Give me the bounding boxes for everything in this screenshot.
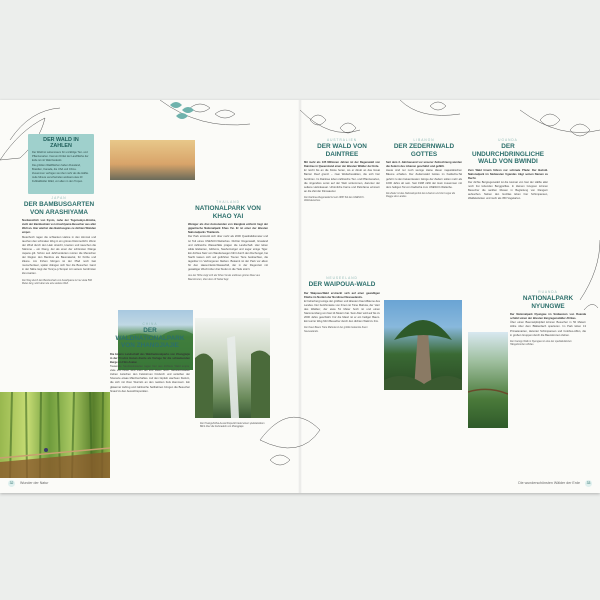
info-box-item-2: Die größten Waldflächen haben Russland, Brasilien, Kanada, die USA und China. Zusammen verfügen sie über mehr als die Hälfte. [32, 163, 89, 175]
article-body: Heute sind nur noch wenige Haine dieser majestätischen Bäume erhalten. Der Zedernwald Gottes im Kadischa-Tal gehört zu den bekanntesten: Einige der Zedern sollen mehr als 1000 Jahre alt sein. Seit 1998 zählt der Hain zusammen mit dem heiligen Tal von Kadischa zum UNESCO-Welterbe. [386, 169, 462, 189]
article-lead: Der Nationalpark Nyungwe im Südwesten von Ruanda schützt einen der ältesten Bergregenwälder Afrikas. [510, 313, 586, 321]
article-title: NATIONALPARK VON KHAO YAI [195, 205, 261, 220]
running-footer: Wunder der Natur [20, 481, 49, 486]
article-body: Der Park erstreckt sich über mehr als 2000 Quadratkilometer und ist Teil eines UNESCO-Welterbes. Dichter Regenwald, Grasland und zahlreiche Wasserfälle prägen die Landschaft. Hier leben wilde Elefanten, Gibbons, Nashornvögel und sogar einige Tiger. Ein dichtes Netz von Wanderwegen führt durch den Dschungel, bei Nacht lassen sich auf geführten Touren Tiere beobachten, die tagsüber im Verborgenen bleiben. Bekannt ist der Park vor allem für den Haew-Narok-Wasserfall, der in der Regenzeit mit gewaltiger Wucht über drei Stufen in die Tiefe stürzt. [188, 235, 268, 272]
article-title: DER UNDURCHDRINGLICHE WALD VON BWINDI [471, 143, 545, 166]
article-lead: Der Waipoua-Wald erstreckt sich auf einer gewaltigen Fläche im Norden der Nordinsel Neuseelands. [304, 291, 380, 299]
article-daintree [304, 138, 380, 203]
photo-caption: Der Huangshizhai-Aussichtspunkt bietet einen spektakulären Blick über die Felsnadeln von Zhangjiajie. [200, 422, 265, 429]
photo-caption: Der Weg durch den Bambushain von Arashiyama ist nur etwa 500 Meter lang, wirkt aber wie eine andere Welt. [22, 278, 92, 285]
article-body: Der dichte Bergregenwald ist die Heimat von fast der Hälfte aller noch frei lebenden Berggorillas. In kleinen Gruppen können Besucher die sanften Riesen in Begleitung von Rangern aufsuchen. Neben den Gorillas leben hier Schimpansen, Waldelefanten und mehr als 350 Vogelarten. [468, 181, 548, 201]
article-lead: Zum Wald hinein führen nur schmale Pfade: Der Bwindi-Nationalpark im Südwesten Ugandas trägt seinen Namen zu Recht. [468, 168, 548, 180]
article-lead: Mit mehr als 135 Millionen Jahren ist der Regenwald von Daintree in Queensland einer der ältesten Wälder der Erde. [304, 161, 380, 169]
article-lead: Seit dem 3. Jahrtausend vor unserer Zeitrechnung wurden die Zedern des Libanon geschätzt und gefällt. [386, 161, 462, 169]
article-bamboo [22, 196, 96, 285]
page-number: 32 [9, 481, 14, 485]
article-title: NATIONALPARK NYUNGWE [522, 295, 574, 310]
left-page-footer [8, 480, 49, 487]
bamboo-photo [0, 392, 110, 478]
article-waipoua [304, 276, 380, 333]
article-title: DER ZEDERNWALD GOTTES [393, 143, 455, 158]
article-khao-yai [188, 200, 268, 281]
article-kicker: RUANDA [538, 290, 558, 294]
info-box-title: DER WALD IN ZAHLEN [43, 137, 79, 149]
article-kicker: AUSTRALIEN [326, 138, 357, 142]
nyungwe-photo [468, 332, 508, 428]
article-title: DER BAMBUSGARTEN VON ARASHIYAMA [23, 201, 95, 216]
article-kicker: CHINA [142, 322, 158, 326]
article-body: Er beherbergt einige der größten und ältesten Kauri-Bäume des Landes. Der berühmteste von ihnen ist Tāne Mahuta, der 'Herr des Waldes', der etwa 51 Meter hoch ist und einen Stammumfang von fast 14 Metern hat. Sein Alter wird auf bis zu 2000 Jahre geschätzt. Für die Maori ist er ein heiliger Baum. Ein kurzer Weg führt Besucher durch den dichten Wald zu ihm. [304, 299, 380, 324]
article-kicker: LIBANON [413, 138, 435, 142]
article-lead: Weniger als drei Autostunden von Bangkok entfernt liegt der gigantische Nationalpark Khao Yai. Er ist einer der ältesten Nationalparks Thailands. [188, 223, 268, 235]
article-lead: Die bizarre Landschaft des Waldnationalparks von Zhangjiajie in der Provinz Hunan diente als Vorlage für die schwebenden Berge im Film Avatar. [110, 352, 190, 364]
right-page-footer [518, 480, 592, 487]
zhangjiajie-photo [195, 318, 270, 418]
article-lead: Nordwestlich von Kyoto, nahe der Togetsukyo-Brücke, zieht der Bambushain von Arashiyama Besucher aus aller Welt an. Hier wächst das Bambusgras zu dichten Wänden empor. [22, 219, 96, 235]
photo-caption: Der Canopy Walk in Nyungwe ist eine der spektakulärsten Hängebrücken Afrikas. [510, 339, 572, 347]
article-gottes [386, 138, 462, 199]
running-footer: Die wunderschönsten Wälder der Erde [518, 481, 580, 486]
book-spread [0, 100, 600, 493]
article-body: Meterhoch ragen die schlanken Halme in den Himmel und tauchen den schmalen Weg in ein grünes Dämmerlicht. Wenn der Wind durch den Hain streicht, knarren und rauschen die Stämme – ein Klang, der als einer der schönsten Klänge Japans gilt. Schon seit Jahrhunderten nutzen die Menschen der Region den Bambus als Baumaterial, für Körbe und Zäune. Am frühen Morgen ist der Pfad noch fast menschenleer, später drängen sich hier die Besucher. Ganz in der Nähe liegt der Tenryu-ji-Tempel mit seinem berühmten Zen-Garten. [22, 235, 96, 276]
article-title: DER WAIPOUA-WALD [308, 281, 376, 288]
article-body: Tausende Sandsteinsäulen ragen hier aus dichtem Wald empor, viele von ihnen sind mehr als 200 Meter hoch. Nebelschwaden ziehen zwischen den Felstürmen hindurch und verleihen der Szenerie etwas Märchenhaftes. Auf den Gipfeln wachsen Kiefern, die sich mit ihren Wurzeln an den nackten Fels klammern. Ein gläserner Aufzug und zahlreiche Seilbahnen bringen die Besucher hinauf zu den Aussichtspunkten. [110, 365, 190, 393]
article-bwindi [468, 138, 548, 202]
photo-caption: Der Kauri-Baum Tāne Mahuta ist der größte bekannte Kauri Neuseelands. [304, 326, 368, 333]
article-kicker: THAILAND [216, 200, 240, 204]
waipoua-photo [384, 300, 462, 390]
photo-caption: Die Zeder ist das Nationalsymbol des Libanon und ziert sogar die Flagge des Landes. [386, 191, 456, 199]
article-kicker: JAPAN [51, 196, 67, 200]
photo-caption: Aus der Höhe zeigt sich der Khao Yai als endloses grünes Meer aus Baumkronen, über dem oft Nebel liegt. [188, 274, 261, 281]
article-nyungwe [510, 290, 586, 347]
page-number: 33 [586, 481, 591, 485]
photo-caption: Der Daintree-Regenwald ist seit 1988 Teil des UNESCO-Weltnaturerbes. [304, 195, 365, 203]
info-box-item-1: Der Wald ist Lebensraum für unzählige Tier- und Pflanzenarten. Fast ein Drittel der Landfläche der Erde ist mit Wald bedeckt. [32, 151, 89, 162]
article-body: Über einen Baumwipfelpfad können Besucher in 50 Metern Höhe über dem Blätterdach spazieren. Im Park leben 13 Primatenarten, darunter Schimpansen und Colobus-Affen, die in großen Gruppen durch die Baumkronen ziehen. [510, 321, 586, 337]
article-title: DER WALD VON DAINTREE [317, 143, 367, 158]
article-kicker: UGANDA [498, 138, 518, 142]
article-kicker: NEUSEELAND [326, 276, 358, 280]
info-box [28, 134, 94, 194]
article-title: DER WALDNATIONALPARK VON ZHANGJIAJIE [115, 327, 185, 350]
article-zhangjiajie [110, 322, 190, 394]
info-box-item-3: Jede Minute verschwinden weltweit etwa 20 Fußballfelder Wald, vor allem in den Tropen. [32, 176, 83, 184]
article-body: Er reicht bis an die Küste heran, wo er direkt an das Great Barrier Reef grenzt – zwei Welterbestätten, die sich hier berühren. Im Daintree leben zahlreiche Tier- und Pflanzenarten, die nirgendwo sonst auf der Welt vorkommen, darunter der seltene Helmkasuar. Urtümliche Farne und Palmfarne erinnern an die Zeit der Dinosaurier. [304, 169, 380, 193]
khao-yai-photo [110, 140, 195, 180]
